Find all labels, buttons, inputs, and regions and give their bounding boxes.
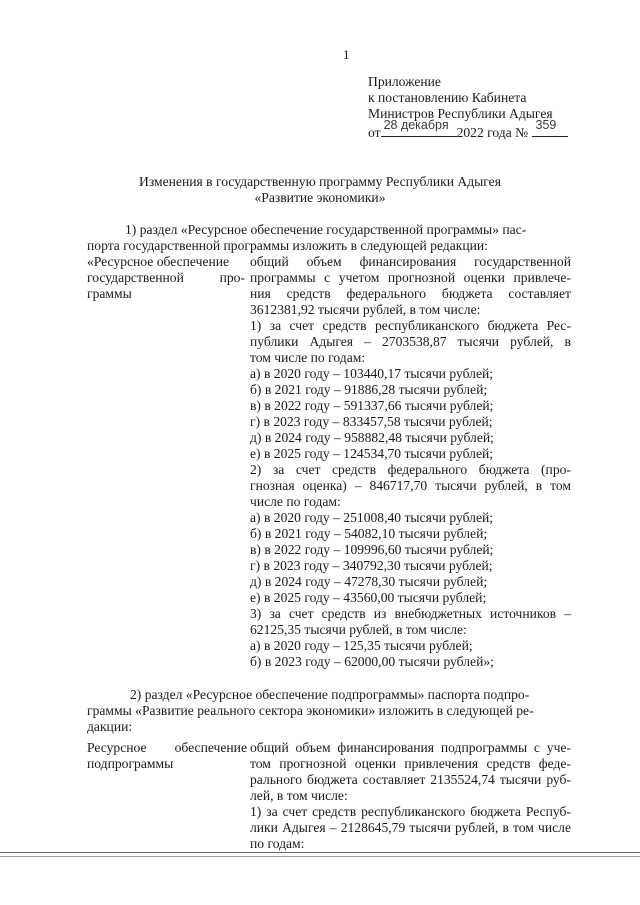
appendix-block bbox=[368, 74, 564, 138]
section2-right-line: том прогнозной оценки привлечения средств феде- bbox=[250, 756, 571, 771]
page-bottom-rule bbox=[0, 852, 640, 853]
appendix-word-kabineta: Кабинета bbox=[471, 90, 527, 105]
handwritten-number: 359 bbox=[535, 118, 557, 132]
section1-right-line: 3612381,92 тысячи рублей, в том числе: bbox=[250, 302, 481, 317]
section1-right-line: ния средств федерального бюджета составляет bbox=[250, 286, 571, 301]
section2-right-line: лики Адыгея – 2128645,79 тысячи рублей, в том числе bbox=[250, 820, 571, 835]
appendix-word-k: к bbox=[368, 90, 375, 105]
section2-left-line-1a: Ресурсное bbox=[87, 740, 147, 755]
section2-intro-line-1: 2) раздел «Ресурсное обеспечение подпрограммы» паспорта подпро- bbox=[130, 687, 530, 702]
section1-right-line: б) в 2021 году – 91886,28 тысячи рублей; bbox=[250, 382, 488, 397]
section1-right-line: а) в 2020 году – 251008,40 тысячи рублей; bbox=[250, 510, 494, 525]
section1-right-line: гнозная оценка) – 846717,70 тысячи рублей, в том bbox=[250, 478, 571, 493]
section1-right-line: 1) за счет средств республиканского бюджета Рес- bbox=[250, 318, 571, 333]
section1-left-line-2a: государственной bbox=[87, 270, 184, 285]
section1-right-line: 62125,35 тысячи рублей, в том числе: bbox=[250, 622, 467, 637]
section2-right-line: рального бюджета составляет 2135524,74 тысячи руб- bbox=[250, 772, 571, 787]
section1-left-line-2 bbox=[87, 270, 245, 286]
title-line-1: Изменения в государственную программу Республики Адыгея bbox=[139, 174, 501, 189]
section1-right-line: публики Адыгея – 2703538,87 тысячи рублей, в bbox=[250, 334, 571, 349]
section1-right-line: том числе по годам: bbox=[250, 350, 366, 365]
section1-right-line: д) в 2024 году – 958882,48 тысячи рублей; bbox=[250, 430, 494, 445]
section1-left-line-2b: про- bbox=[219, 270, 245, 285]
section1-right-line: числе по годам: bbox=[250, 494, 341, 509]
section2-left-line-1b: обеспечение bbox=[174, 740, 247, 755]
section1-right-line: д) в 2024 году – 47278,30 тысячи рублей; bbox=[250, 574, 488, 589]
section1-right-line: а) в 2020 году – 103440,17 тысячи рублей; bbox=[250, 366, 494, 381]
section1-right-line: а) в 2020 году – 125,35 тысячи рублей; bbox=[250, 638, 473, 653]
appendix-year: 2022 года № bbox=[456, 125, 529, 140]
section2-right-line: лей, в том числе: bbox=[250, 788, 348, 803]
appendix-line-1: Приложение bbox=[368, 74, 441, 89]
appendix-date-line bbox=[368, 118, 564, 140]
section1-intro-line-1: 1) раздел «Ресурсное обеспечение государственной программы» пас- bbox=[125, 222, 527, 237]
section1-intro-line-2: порта государственной программы изложить в следующей редакции: bbox=[87, 238, 488, 253]
section2-left-column bbox=[87, 740, 247, 772]
section1-right-line: г) в 2023 году – 833457,58 тысячи рублей; bbox=[250, 414, 493, 429]
page-number: 1 bbox=[343, 47, 350, 62]
appendix-line-2 bbox=[368, 90, 564, 106]
section1-left-line-1: «Ресурсное обеспечение bbox=[87, 254, 230, 269]
section1-right-line: б) в 2021 году – 54082,10 тысячи рублей; bbox=[250, 526, 488, 541]
section1-right-line: общий объем финансирования государственной bbox=[250, 254, 571, 269]
section1-intro bbox=[87, 222, 571, 254]
section2-intro bbox=[87, 687, 571, 735]
section1-right-line: программы с учетом прогнозной оценки привлече- bbox=[250, 270, 571, 285]
section2-intro-line-2: граммы «Развитие реального сектора экономики» изложить в следующей ре- bbox=[87, 703, 534, 718]
section1-right-line: е) в 2025 году – 124534,70 тысячи рублей; bbox=[250, 446, 494, 461]
section2-left-line-1 bbox=[87, 740, 247, 756]
section1-right-column bbox=[250, 254, 571, 670]
section2-right-line: по годам: bbox=[250, 836, 305, 851]
section2-right-line: общий объем финансирования подпрограммы с уче- bbox=[250, 740, 571, 755]
title-line-2: «Развитие экономики» bbox=[254, 190, 386, 205]
appendix-word-postanovleniyu: постановлению bbox=[378, 90, 469, 105]
section1-right-line: в) в 2022 году – 591337,66 тысячи рублей; bbox=[250, 398, 494, 413]
appendix-line-3: Министров Республики Адыгея bbox=[368, 106, 553, 121]
handwritten-date: 28 декабря bbox=[383, 118, 449, 132]
section1-right-line: в) в 2022 году – 109996,60 тысячи рублей; bbox=[250, 542, 494, 557]
section2-left-line-2: подпрограммы bbox=[87, 756, 174, 771]
section1-left-column bbox=[87, 254, 247, 302]
page-bottom-rule-secondary bbox=[0, 856, 640, 857]
section2-right-line: 1) за счет средств республиканского бюджета Респуб- bbox=[250, 804, 571, 819]
section1-right-line: 3) за счет средств из внебюджетных источников – bbox=[250, 606, 571, 621]
section1-right-line: е) в 2025 году – 43560,00 тысячи рублей; bbox=[250, 590, 487, 605]
section1-right-line: б) в 2023 году – 62000,00 тысячи рублей»; bbox=[250, 654, 494, 669]
section1-left-line-3: граммы bbox=[87, 286, 132, 301]
number-blank bbox=[532, 118, 568, 137]
date-blank bbox=[381, 118, 457, 137]
section1-right-line: 2) за счет средств федерального бюджета (про- bbox=[250, 462, 571, 477]
section2-right-column bbox=[250, 740, 571, 852]
appendix-ot: от bbox=[368, 125, 381, 140]
section1-right-line: г) в 2023 году – 340792,30 тысячи рублей; bbox=[250, 558, 493, 573]
section2-intro-line-3: дакции: bbox=[87, 719, 133, 734]
